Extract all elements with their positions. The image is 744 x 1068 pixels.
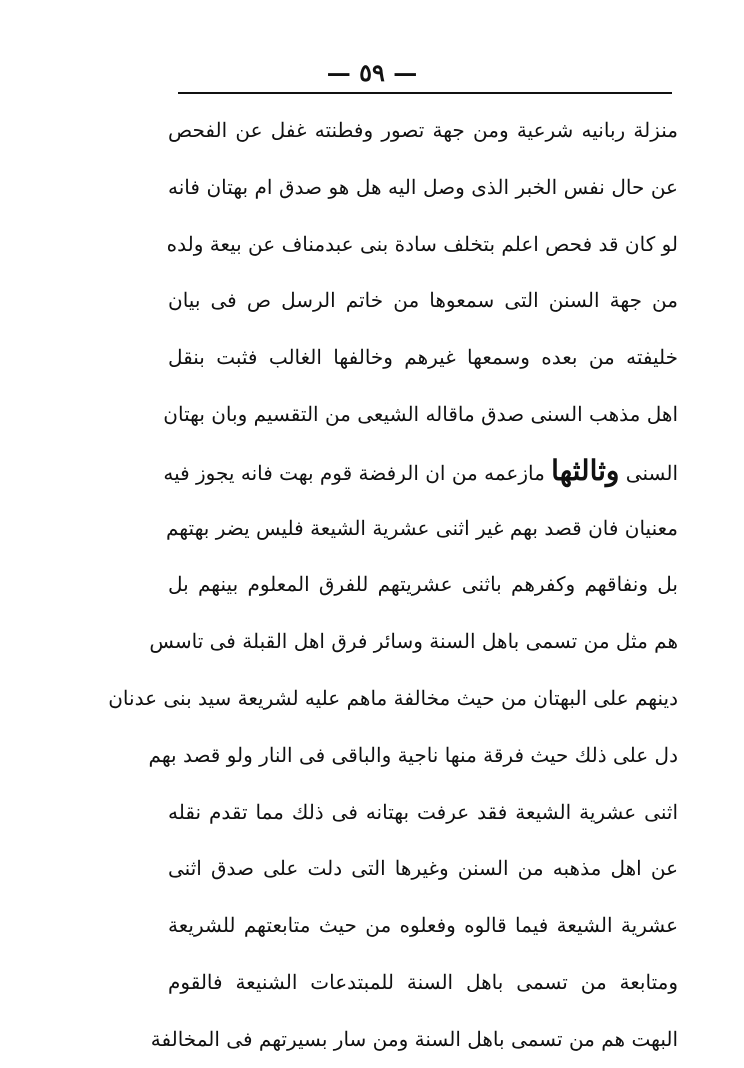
text-line: دينهم على البهتان من حيث مخالفة ماهم عليه لشريعة سيد بنى عدنان xyxy=(108,685,678,710)
line-start-text: السنى xyxy=(625,460,678,485)
text-line: اهل مذهب السنى صدق ماقاله الشيعى من التقسيم وبان بهتان xyxy=(163,401,678,426)
text-line: عن اهل مذهبه من السنن وغيرها التى دلت على صدق اثنى xyxy=(168,856,678,881)
line-end-text: مازعمه من ان الرفضة قوم بهت فانه يجوز فيه xyxy=(163,460,545,485)
text-line: خليفته من بعده وسمعها غيرهم وخالفها الغالب فثبت بنقل xyxy=(168,345,678,370)
text-line: معنيان فان قصد بهم غير اثنى عشرية الشيعة فليس يضر بهتهم xyxy=(166,515,678,540)
text-line: ومتابعة من تسمى باهل السنة للمبتدعات الشنيعة فالقوم xyxy=(168,969,678,994)
text-line: من جهة السنن التى سمعوها من خاتم الرسل ص فى بيان xyxy=(168,288,678,313)
text-line: هم مثل من تسمى باهل السنة وسائر فرق اهل القبلة فى تاسس xyxy=(149,629,678,654)
text-line: عن حال نفس الخبر الذى وصل اليه هل هو صدق ام بهتان فانه xyxy=(168,174,678,199)
header-rule xyxy=(178,92,672,94)
text-line: البهت هم من تسمى باهل السنة ومن سار بسيرتهم فى المخالفة xyxy=(150,1026,678,1051)
text-line: لو كان قد فحص اعلم بتخلف سادة بنى عبدمناف عن بيعة ولده xyxy=(166,231,678,256)
inline-heading: وثالثها xyxy=(551,453,620,487)
text-line: بل ونفاقهم وكفرهم باثنى عشريتهم للفرق المعلوم بينهم بل xyxy=(168,572,678,597)
page-header xyxy=(0,58,744,88)
page-number: — ٥٩ — xyxy=(326,58,418,87)
text-line: اثنى عشرية الشيعة فقد عرفت بهتانه فى ذلك مما تقدم نقله xyxy=(168,799,678,824)
body-text xyxy=(108,102,678,1068)
text-line: عشرية الشيعة فيما قالوه وفعلوه من حيث متابعتهم للشريعة xyxy=(168,913,678,938)
text-line: منزلة ربانيه شرعية ومن جهة تصور وفطنته غفل عن الفحص xyxy=(168,118,678,142)
text-line: دل على ذلك حيث فرقة منها ناجية والباقى فى النار ولو قصد بهم xyxy=(148,742,678,767)
text-line-with-heading xyxy=(163,443,678,500)
